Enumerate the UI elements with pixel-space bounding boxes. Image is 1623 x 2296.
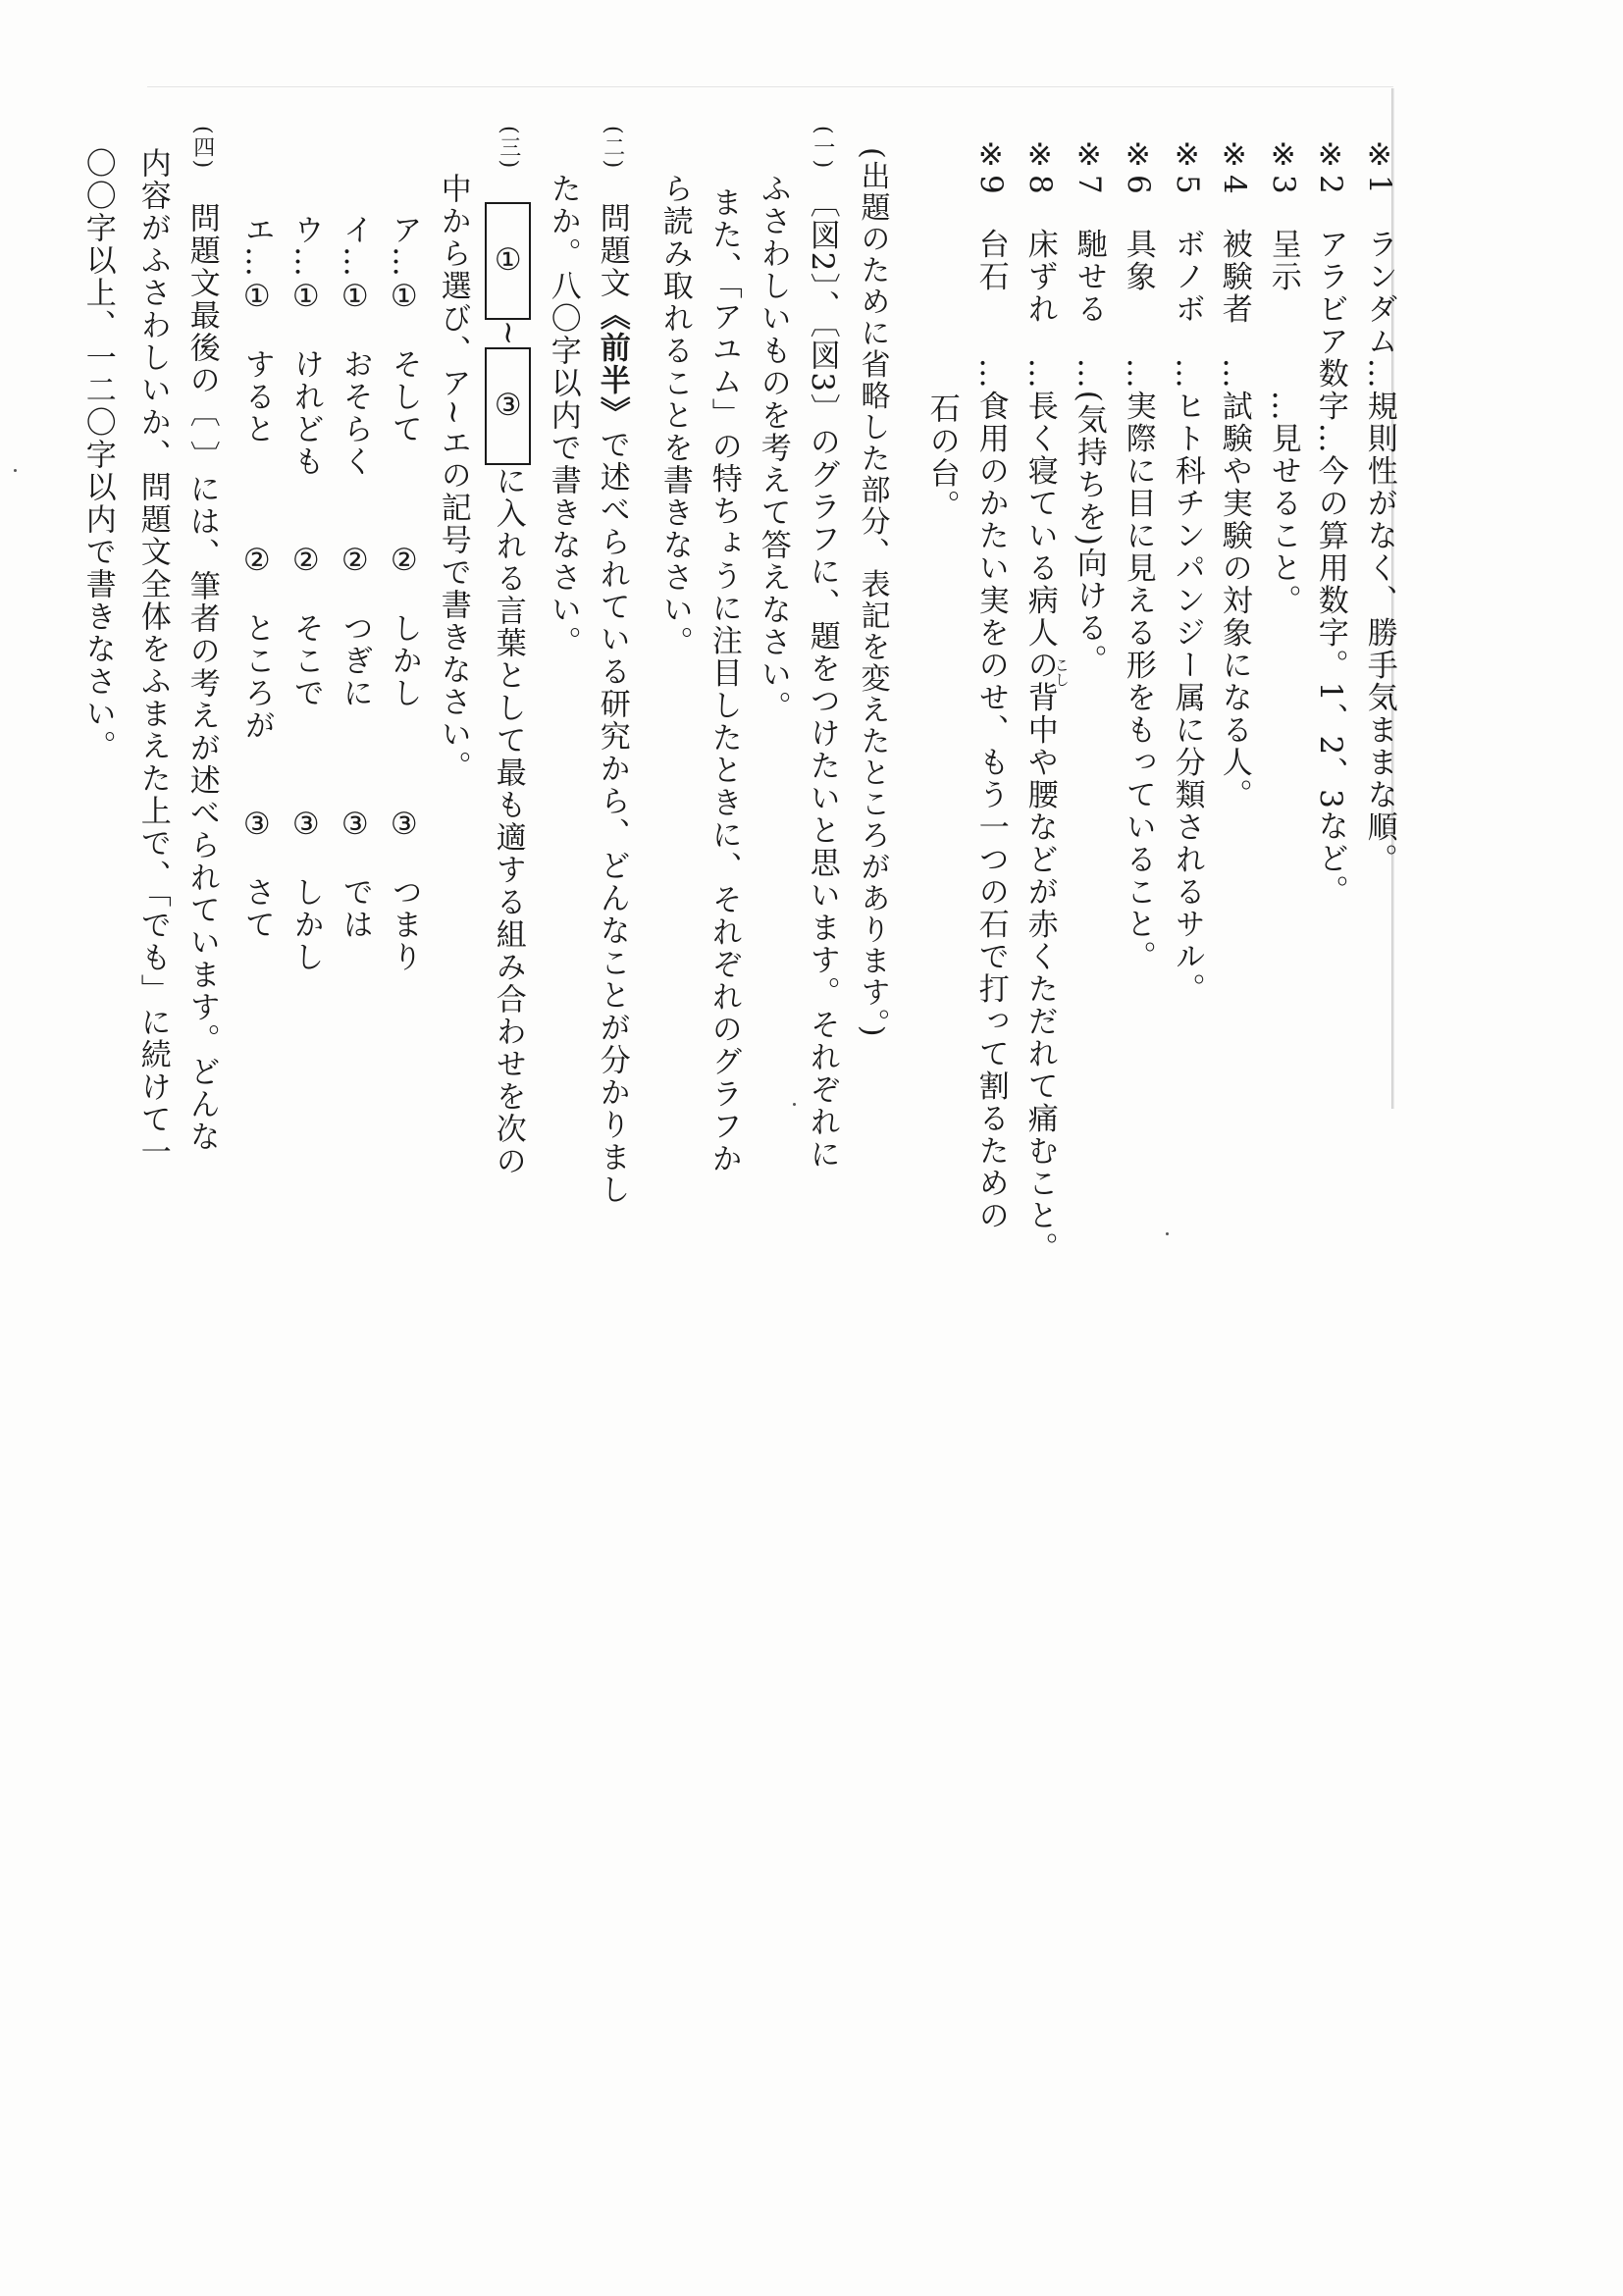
choice-word: しかし: [288, 876, 324, 973]
choice-label: ウ…: [288, 214, 324, 279]
note-term: ランダム: [1361, 228, 1397, 358]
choice-num: ②: [386, 543, 422, 580]
choice-label: ア…: [386, 214, 422, 279]
note-term: 台石: [972, 228, 1009, 293]
choice-word: けれども: [288, 348, 324, 478]
choice-num: ②: [288, 543, 324, 580]
note-ruby: [1052, 657, 1071, 687]
q4-text: 内容がふさわしいか、問題文全体をふまえた上で、「でも」に続けて一: [134, 147, 171, 1169]
q1-line-1: [803, 126, 841, 1171]
choice-num: ①: [386, 279, 422, 316]
q3-text: 中から選び、ア~エの記号で書きなさい。: [435, 173, 471, 783]
scan-speck: [793, 1103, 796, 1106]
choice-word: さて: [238, 876, 275, 941]
choice-num: ②: [337, 543, 373, 580]
choice-u: [287, 214, 325, 973]
note-term: 馳せる: [1071, 228, 1107, 326]
choice-word: そして: [386, 348, 422, 445]
choice-num: ③: [238, 807, 275, 844]
choice-label: イ…: [337, 214, 373, 279]
q2-number: (二): [600, 126, 625, 171]
ruby-reading: こし: [1052, 657, 1071, 687]
scan-speck: [14, 469, 17, 472]
note-mark: ※7: [1071, 137, 1107, 196]
note-definition: 長く寝ている病人の背中や腰などが赤くただれて痛むこと。: [1021, 390, 1058, 1265]
note-term: 被験者: [1216, 228, 1252, 326]
note-mark: ※9: [972, 137, 1009, 196]
q4-line-2: [133, 147, 172, 1169]
choice-word: つまり: [386, 876, 422, 973]
note-definition: 実際に目に見える形をもっていること。: [1120, 390, 1156, 973]
q1-number: (一): [810, 126, 835, 171]
choice-word: ところが: [238, 612, 275, 742]
q2-text: たか。八〇字以内で書きなさい。: [545, 173, 581, 658]
choice-word: つぎに: [337, 612, 373, 709]
note-term: ボノボ: [1169, 228, 1205, 326]
scan-speck: [1166, 1232, 1169, 1235]
choice-num: ①: [337, 279, 373, 316]
note-2: ※2 アラビア数字…今の算用数字。1、2、3など。: [1312, 137, 1348, 908]
choice-num: ③: [337, 807, 373, 844]
note-7: ※7 馳せる …(気持ちを)向ける。: [1071, 137, 1107, 677]
note-definition: 食用のかたい実をのせ、もう一つの石で打って割るための: [972, 390, 1009, 1232]
choice-num: ①: [288, 279, 324, 316]
choice-num: ②: [238, 543, 275, 580]
q2-line-2: [544, 173, 582, 658]
q3-text: に入れる言葉として最も適する組み合わせを次の: [490, 465, 526, 1178]
q1-line-2: [754, 173, 792, 723]
note-term: アラビア数字: [1312, 228, 1348, 423]
q4-line-1: [183, 126, 221, 1153]
note-4: ※4 被験者 …試験や実験の対象になる人。: [1216, 137, 1252, 811]
q3-line-1: [483, 126, 533, 1177]
choice-word: では: [337, 876, 373, 941]
q3-line-2: [434, 173, 472, 783]
note-9-continued: [922, 392, 961, 522]
choice-label: エ…: [238, 214, 275, 279]
note-1: ※1 ランダム…規則性がなく、勝手気ままな順。: [1361, 137, 1397, 876]
blank-label: ①: [490, 242, 526, 281]
q4-number: (四): [189, 126, 215, 171]
range-tilde: ~: [490, 320, 526, 348]
q4-text: 問題文最後の〔 〕には、筆者の考えが述べられています。どんな: [183, 202, 220, 1154]
choice-word: そこで: [288, 612, 324, 709]
choice-i: [336, 214, 374, 941]
note-mark: ※5: [1169, 137, 1205, 196]
q2-line-1: [593, 126, 631, 1206]
note-definition: 規則性がなく、勝手気ままな順。: [1361, 390, 1397, 876]
q1-line-4: [655, 173, 694, 658]
note-definition: 試験や実験の対象になる人。: [1216, 390, 1252, 811]
choice-word: しかし: [386, 612, 422, 709]
q1-text: ら読み取れることを書きなさい。: [656, 173, 693, 658]
q4-text: 〇〇字以上、一二〇字以内で書きなさい。: [79, 147, 116, 762]
note-mark: ※6: [1120, 137, 1156, 196]
note-mark: ※4: [1216, 137, 1252, 196]
note-mark: ※1: [1361, 137, 1397, 196]
note-definition: 今の算用数字。1、2、3など。: [1312, 454, 1348, 908]
omission-note: [854, 147, 891, 1038]
note-mark: ※8: [1021, 137, 1058, 196]
blank-label: ③: [490, 388, 526, 426]
note-6: ※6 具象 …実際に目に見える形をもっていること。: [1120, 137, 1156, 973]
note-mark: ※2: [1312, 137, 1348, 196]
note-mark: ※3: [1265, 137, 1301, 196]
note-definition-continued: 石の台。: [923, 392, 960, 522]
q1-text: ふさわしいものを考えて答えなさい。: [755, 173, 791, 723]
note-3: ※3 呈示 …見せること。: [1265, 137, 1301, 617]
q2-text: で述べられている研究から、どんなことが分かりまし: [594, 429, 630, 1207]
note-9: ※9 台石 …食用のかたい実をのせ、もう一つの石で打って割るための: [972, 137, 1009, 1232]
blank-box-1: [485, 202, 531, 320]
q1-line-3: [705, 186, 743, 1175]
note-term: 具象: [1120, 228, 1156, 293]
note-term: 床ずれ: [1021, 228, 1058, 326]
note-8: ※8 床ずれ …長く寝ている病人の背中や腰などが赤くただれて痛むこと。: [1021, 137, 1058, 1265]
q2-text: 問題文: [594, 202, 630, 300]
note-definition: (気持ちを)向ける。: [1071, 390, 1107, 677]
choice-e: [237, 214, 276, 941]
note-definition: 見せること。: [1265, 422, 1301, 617]
q1-text: また、「アユム」の特ちょうに注目したときに、それぞれのグラフか: [706, 186, 742, 1175]
omission-note-text: (出題のために省略した部分、表記を変えたところがあります。): [855, 147, 890, 1039]
choice-num: ③: [386, 807, 422, 844]
choice-num: ③: [288, 807, 324, 844]
choice-num: ①: [238, 279, 275, 316]
choice-word: おそらく: [337, 348, 373, 478]
q3-number: (三): [496, 126, 521, 171]
q1-text: 〔図2〕、〔図3〕のグラフに、題をつけたいと思います。それぞれに: [804, 202, 840, 1172]
scan-edge: [147, 86, 1393, 87]
blank-box-3: [485, 347, 531, 465]
choice-word: すると: [238, 348, 275, 445]
note-term: 呈示: [1265, 228, 1301, 293]
note-5: ※5 ボノボ …ヒト科チンパンジー属に分類されるサル。: [1169, 137, 1205, 1006]
note-definition: ヒト科チンパンジー属に分類されるサル。: [1169, 390, 1205, 1006]
q4-line-3: [79, 147, 117, 762]
choice-a: [385, 214, 423, 973]
q2-bold-text: 《前半》: [594, 299, 630, 430]
